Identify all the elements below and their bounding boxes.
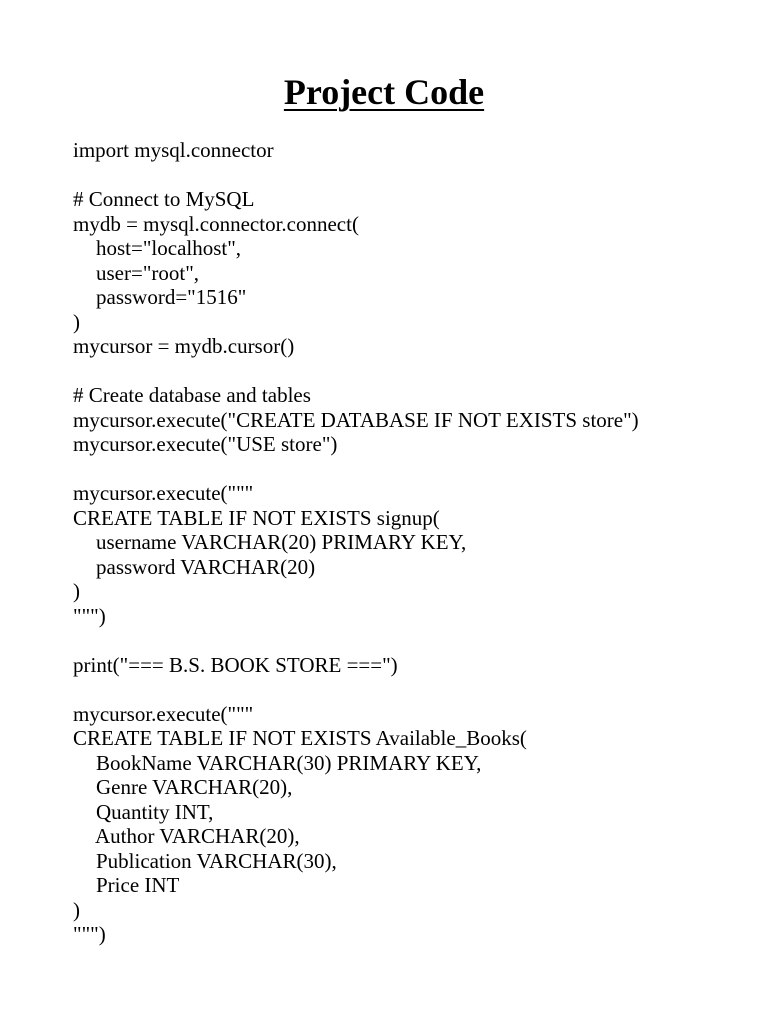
- code-line: CREATE TABLE IF NOT EXISTS signup(: [73, 505, 440, 530]
- code-line: mycursor.execute("CREATE DATABASE IF NOT EXISTS store"): [73, 407, 639, 432]
- code-line: import mysql.connector: [73, 138, 274, 162]
- code-line: host="localhost",: [96, 236, 242, 260]
- code-line: ): [73, 897, 80, 922]
- code-blank-line: [73, 457, 753, 482]
- code-blank-line: [73, 163, 753, 188]
- code-line: Genre VARCHAR(20),: [96, 775, 293, 799]
- code-line: # Create database and tables: [73, 383, 311, 407]
- code-line: username VARCHAR(20) PRIMARY KEY,: [96, 530, 467, 554]
- code-line: BookName VARCHAR(30) PRIMARY KEY,: [96, 750, 482, 775]
- code-line: mycursor.execute("USE store"): [73, 432, 338, 456]
- code-line: ): [73, 309, 80, 334]
- code-line: user="root",: [96, 260, 200, 285]
- code-line: mycursor = mydb.cursor(): [73, 334, 295, 358]
- code-line: CREATE TABLE IF NOT EXISTS Available_Books(: [73, 726, 527, 750]
- code-block: [73, 138, 753, 947]
- code-line: """): [73, 603, 106, 628]
- code-blank-line: [73, 359, 753, 384]
- code-line: """): [73, 922, 106, 946]
- code-line: mycursor.execute(""": [73, 481, 254, 505]
- code-blank-line: [73, 628, 753, 653]
- code-line: Author VARCHAR(20),: [95, 824, 300, 848]
- code-line: Quantity INT,: [96, 799, 214, 824]
- code-line: ): [73, 579, 80, 603]
- page-title-text: Project Code: [283, 72, 485, 112]
- page-title: [0, 66, 768, 118]
- code-line: Publication VARCHAR(30),: [96, 848, 337, 873]
- code-line: Price INT: [96, 873, 180, 897]
- code-line: mycursor.execute(""": [73, 701, 254, 726]
- code-line: password="1516": [96, 285, 247, 309]
- code-blank-line: [73, 677, 753, 702]
- code-line: # Connect to MySQL: [73, 187, 255, 211]
- code-line: mydb = mysql.connector.connect(: [73, 211, 359, 236]
- code-line: password VARCHAR(20): [96, 554, 316, 579]
- code-line: print("=== B.S. BOOK STORE ==="): [73, 652, 398, 677]
